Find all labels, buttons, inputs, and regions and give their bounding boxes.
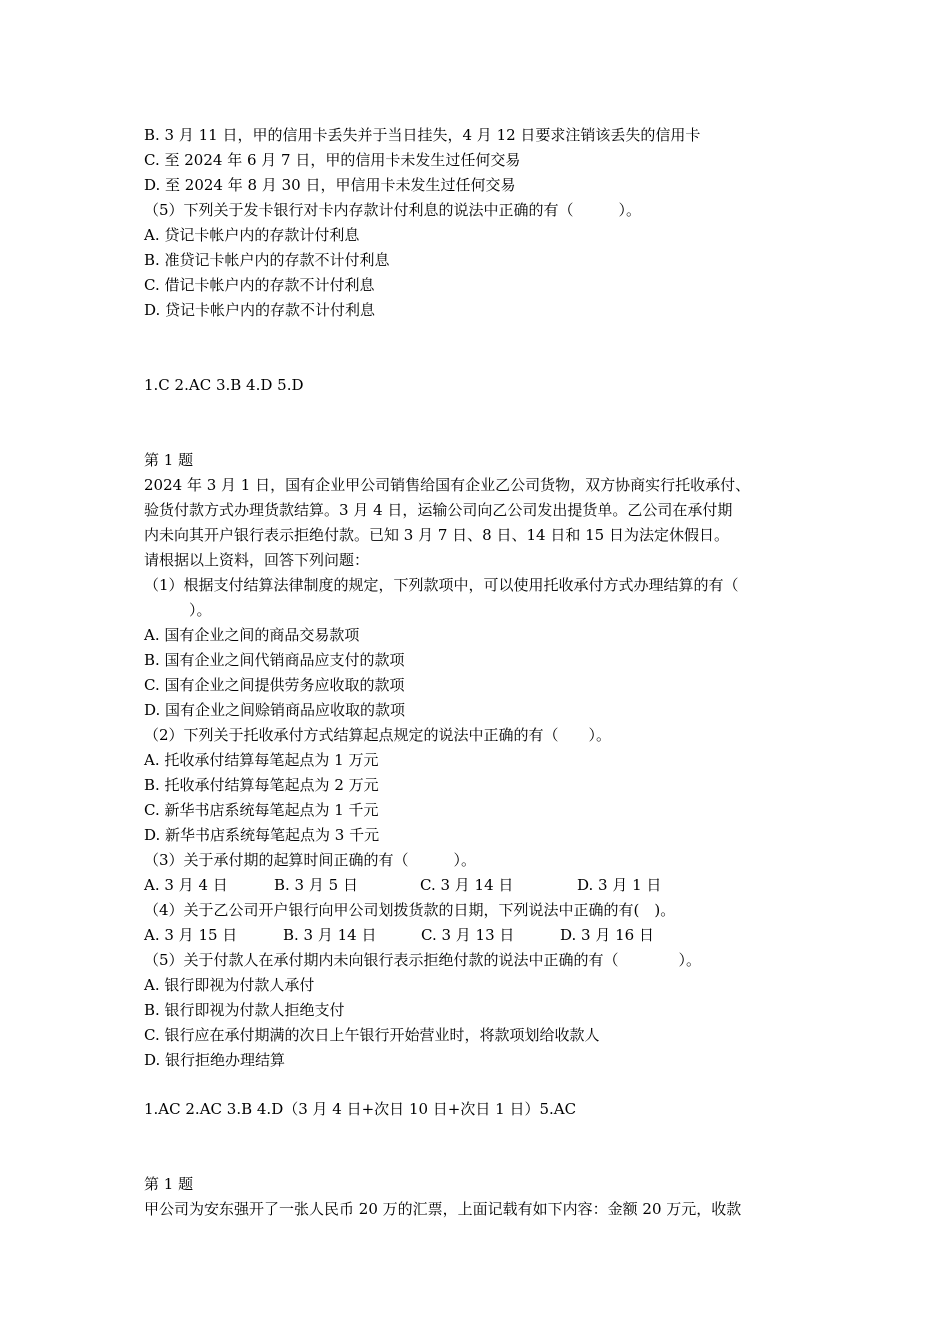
question-line: （5）关于付款人在承付期内未向银行表示拒绝付款的说法中正确的有（ ）。 (144, 951, 702, 969)
answer-key: 1.C 2.AC 3.B 4.D 5.D (144, 376, 304, 394)
option-line: D. 至 2024 年 8 月 30 日，甲信用卡未发生过任何交易 (144, 176, 516, 194)
option-row (144, 923, 824, 948)
option-line: D. 贷记卡帐户内的存款不计付利息 (144, 301, 376, 319)
option-item: D. 3 月 16 日 (560, 926, 654, 944)
question-line: （1）根据支付结算法律制度的规定，下列款项中，可以使用托收承付方式办理结算的有（ (144, 576, 739, 594)
question-heading: 第 1 题 (144, 1175, 194, 1193)
case-intro: 2024 年 3 月 1 日，国有企业甲公司销售给国有企业乙公司货物，双方协商实行托收承付、 (144, 476, 751, 494)
question-line: （2）下列关于托收承付方式结算起点规定的说法中正确的有（ ）。 (144, 726, 612, 744)
option-line: C. 至 2024 年 6 月 7 日，甲的信用卡未发生过任何交易 (144, 151, 521, 169)
option-line: C. 国有企业之间提供劳务应收取的款项 (144, 676, 405, 694)
option-line: D. 国有企业之间赊销商品应收取的款项 (144, 701, 406, 719)
option-row (144, 873, 824, 898)
option-line: D. 银行拒绝办理结算 (144, 1051, 286, 1069)
question-line: （4）关于乙公司开户银行向甲公司划拨货款的日期，下列说法中正确的有( )。 (144, 901, 676, 919)
option-line: D. 新华书店系统每笔起点为 3 千元 (144, 826, 380, 844)
option-line: B. 国有企业之间代销商品应支付的款项 (144, 651, 405, 669)
option-line: C. 借记卡帐户内的存款不计付利息 (144, 276, 375, 294)
option-line: B. 托收承付结算每笔起点为 2 万元 (144, 776, 379, 794)
option-line: A. 托收承付结算每笔起点为 1 万元 (144, 751, 379, 769)
case-intro: 验货付款方式办理货款结算。3 月 4 日，运输公司向乙公司发出提货单。乙公司在承付期 (144, 501, 733, 519)
option-line: A. 银行即视为付款人承付 (144, 976, 315, 994)
option-line: B. 银行即视为付款人拒绝支付 (144, 1001, 345, 1019)
option-line: C. 新华书店系统每笔起点为 1 千元 (144, 801, 379, 819)
question-line: ）。 (144, 601, 212, 619)
option-item: D. 3 月 1 日 (577, 876, 662, 894)
option-line: B. 准贷记卡帐户内的存款不计付利息 (144, 251, 390, 269)
option-item: C. 3 月 13 日 (421, 926, 515, 944)
option-line: A. 国有企业之间的商品交易款项 (144, 626, 360, 644)
option-item: A. 3 月 15 日 (144, 926, 238, 944)
case-prompt: 请根据以上资料，回答下列问题： (144, 551, 370, 569)
option-line: B. 3 月 11 日，甲的信用卡丢失并于当日挂失，4 月 12 日要求注销该丢失的信用卡 (144, 126, 701, 144)
option-item: B. 3 月 14 日 (283, 926, 377, 944)
case-intro: 内未向其开户银行表示拒绝付款。已知 3 月 7 日、8 日、14 日和 15 日为法定休假日。 (144, 526, 729, 544)
question-line: （3）关于承付期的起算时间正确的有（ ）。 (144, 851, 477, 869)
answer-key: 1.AC 2.AC 3.B 4.D（3 月 4 日+次日 10 日+次日 1 日）5.AC (144, 1100, 577, 1118)
option-item: A. 3 月 4 日 (144, 876, 228, 894)
option-item: C. 3 月 14 日 (420, 876, 514, 894)
option-line: A. 贷记卡帐户内的存款计付利息 (144, 226, 360, 244)
option-line: C. 银行应在承付期满的次日上午银行开始营业时，将款项划给收款人 (144, 1026, 600, 1044)
option-item: B. 3 月 5 日 (274, 876, 358, 894)
question-line: （5）下列关于发卡银行对卡内存款计付利息的说法中正确的有（ ）。 (144, 201, 642, 219)
question-heading: 第 1 题 (144, 451, 194, 469)
case-intro: 甲公司为安东强开了一张人民币 20 万的汇票，上面记载有如下内容：金额 20 万元，收款 (144, 1200, 742, 1218)
